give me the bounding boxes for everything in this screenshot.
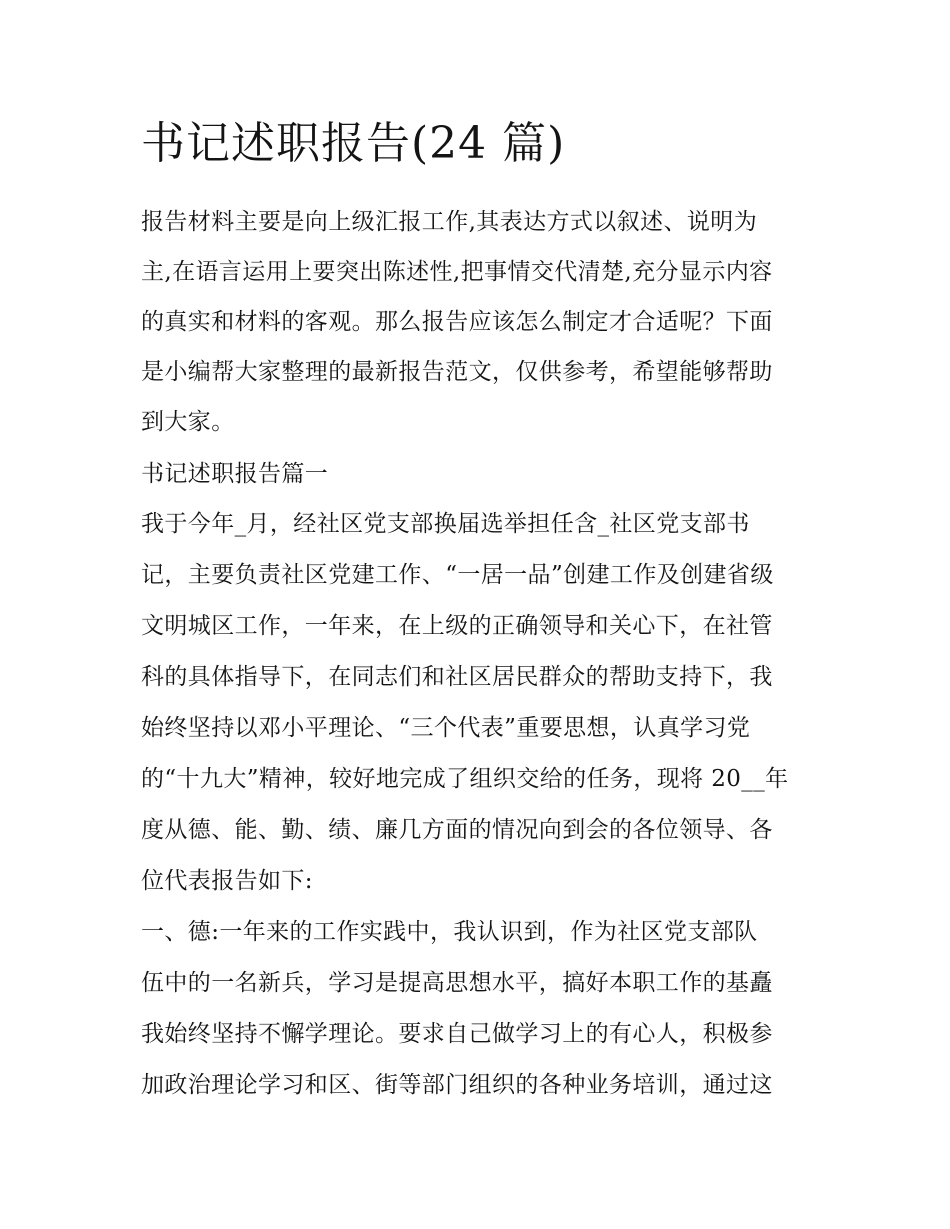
intro-paragraph-line-3: 的真实和材料的客观。那么报告应该怎么制定才合适呢？下面 <box>141 309 773 335</box>
body-paragraph-line-1: 我于今年_月，经社区党支部换届选举担任含_社区党支部书 <box>141 511 750 537</box>
document-title: 书记述职报告(24 篇) <box>141 118 566 169</box>
intro-paragraph-line-5: 到大家。 <box>141 409 235 435</box>
intro-paragraph-line-2: 主,在语言运用上要突出陈述性,把事情交代清楚,充分显示内容 <box>141 259 773 285</box>
body-paragraph-line-7: 度从德、能、勤、绩、廉几方面的情况向到会的各位领导、各 <box>141 817 773 843</box>
body-paragraph-line-8: 位代表报告如下: <box>141 868 313 894</box>
body-paragraph-line-6: 的“十九大”精神，较好地完成了组织交给的任务，现将 20__年 <box>141 766 789 792</box>
body-paragraph-line-4: 科的具体指导下，在同志们和社区居民群众的帮助支持下，我 <box>141 664 773 690</box>
intro-paragraph-line-4: 是小编帮大家整理的最新报告范文，仅供参考，希望能够帮助 <box>141 359 773 385</box>
intro-paragraph-line-1: 报告材料主要是向上级汇报工作,其表达方式以叙述、说明为 <box>141 209 758 235</box>
de-section-line-3: 我始终坚持不懈学理论。要求自己做学习上的有心人，积极参 <box>141 1021 773 1047</box>
de-section-line-2: 伍中的一名新兵，学习是提高思想水平，搞好本职工作的基矗 <box>141 970 773 996</box>
body-paragraph-line-2: 记，主要负责社区党建工作、“一居一品”创建工作及创建省级 <box>141 562 774 588</box>
body-paragraph-line-3: 文明城区工作，一年来，在上级的正确领导和关心下，在社管 <box>141 613 773 639</box>
section-heading: 书记述职报告篇一 <box>141 461 329 487</box>
de-section-line-4: 加政治理论学习和区、街等部门组织的各种业务培训，通过这 <box>141 1072 773 1098</box>
body-paragraph-line-5: 始终坚持以邓小平理论、“三个代表”重要思想，认真学习党 <box>141 715 751 741</box>
de-section-line-1: 一、德:一年来的工作实践中，我认识到，作为社区党支部队 <box>141 919 758 945</box>
